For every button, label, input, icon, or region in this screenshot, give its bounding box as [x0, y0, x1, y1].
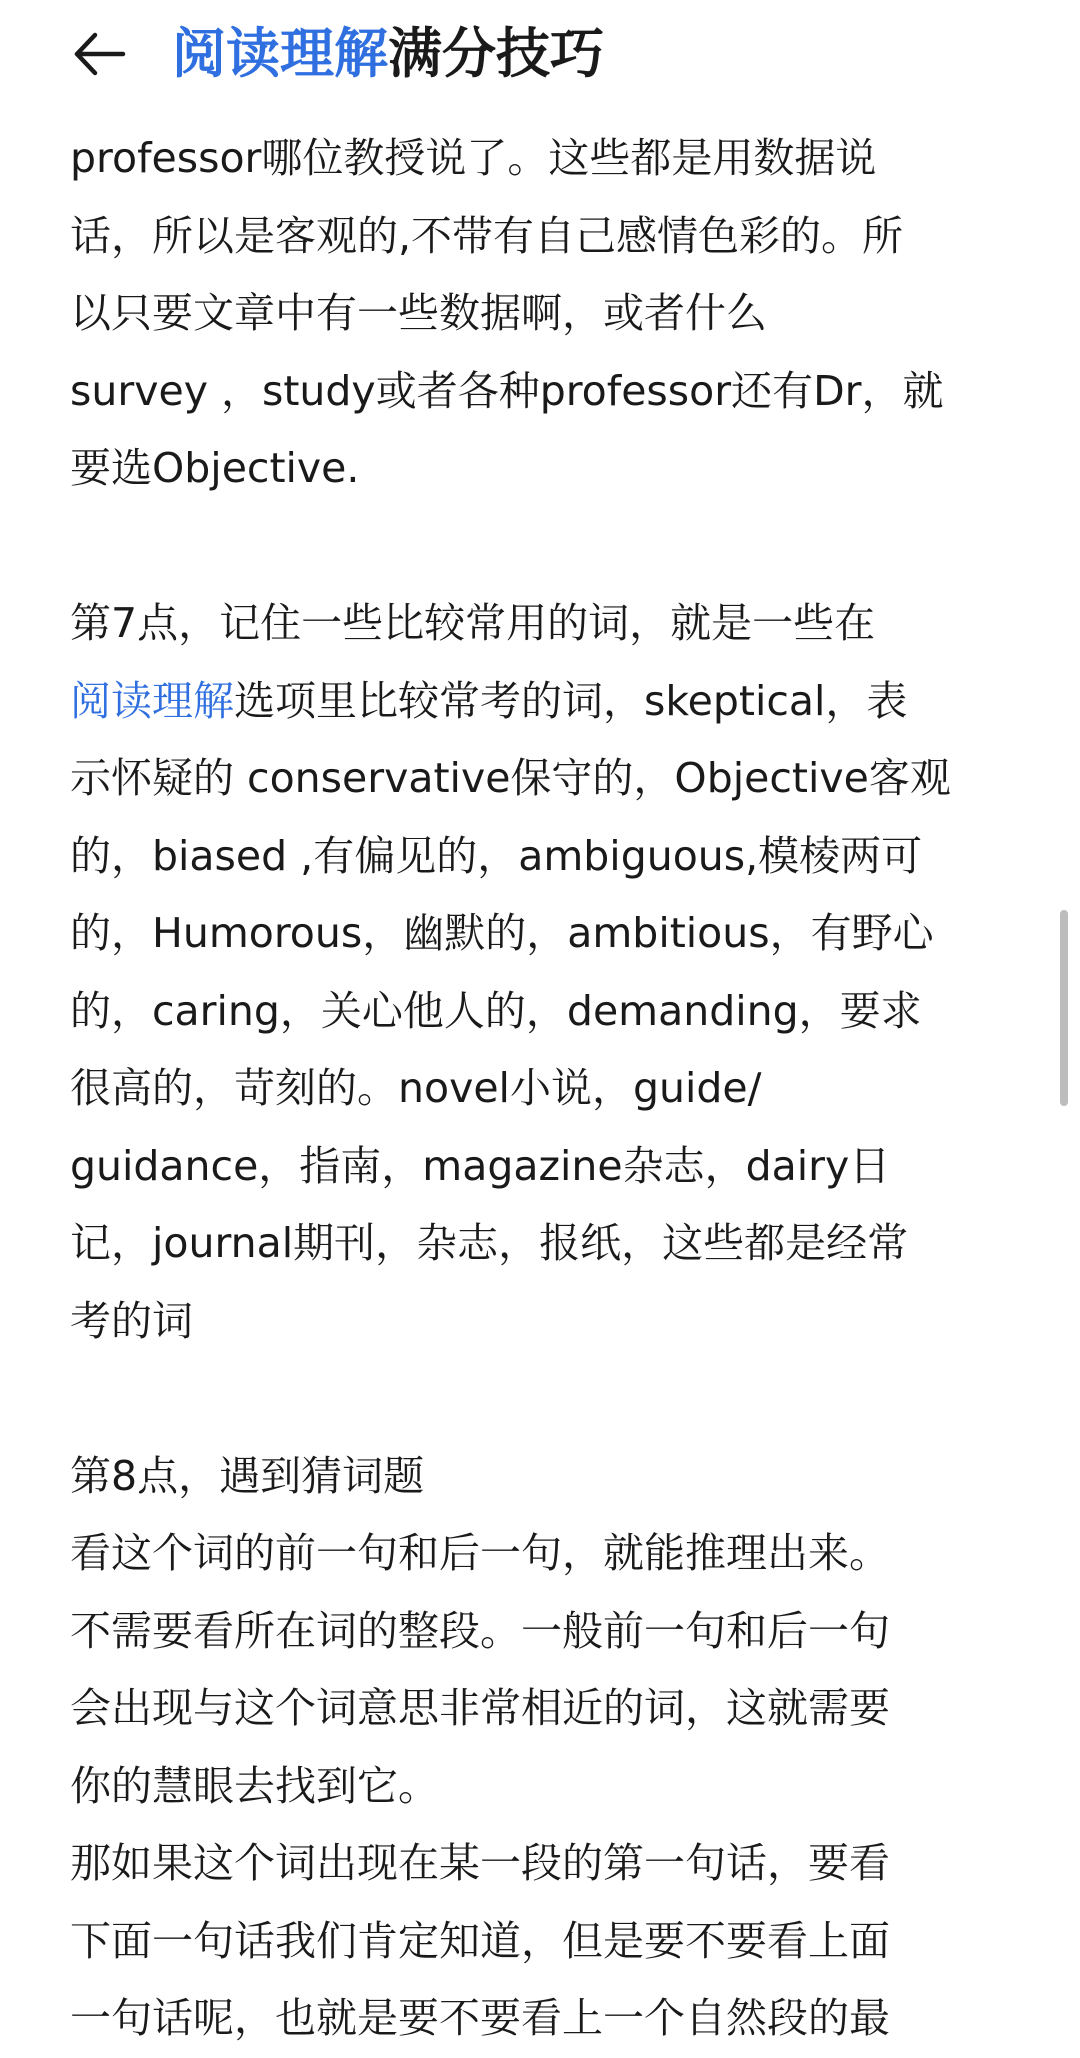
text-line: 要选Objective. — [70, 444, 360, 492]
back-button[interactable] — [60, 14, 140, 94]
text-line: 那如果这个词出现在某一段的第一句话，要看 — [70, 1839, 890, 1887]
section-heading: 第8点，遇到猜词题 — [70, 1451, 425, 1500]
text-line: 的，caring，关心他人的，demanding，要求 — [70, 986, 922, 1035]
text-line: 不需要看所在词的整段。一般前一句和后一句 — [70, 1606, 890, 1655]
scrollbar-thumb[interactable] — [1060, 910, 1068, 1106]
text-line: guidance，指南，magazine杂志，dairy日 — [70, 1141, 891, 1190]
text-fragment: 选项里比较常考的词，skeptical，表 — [234, 676, 908, 725]
text-line: 看这个词的前一句和后一句，就能推理出来。 — [70, 1529, 890, 1577]
text-line: 以只要文章中有一些数据啊，或者什么 — [70, 289, 767, 337]
text-line: 示怀疑的 conservative保守的，Objective客观 — [70, 754, 951, 802]
article-body — [70, 120, 1020, 2058]
text-line: 的，Humorous，幽默的，ambitious，有野心 — [70, 909, 934, 957]
text-line: 一句话呢，也就是要不要看上一个自然段的最 — [70, 1994, 890, 2042]
page-title — [172, 14, 604, 94]
title-text: 满分技巧 — [388, 22, 604, 85]
text-line: 的，biased ,有偏见的，ambiguous,模棱两可 — [70, 831, 923, 880]
arrow-left-icon — [67, 21, 133, 87]
paragraph-point-8 — [70, 1438, 1020, 2058]
paragraph-spacer — [70, 508, 1020, 586]
paragraph-1 — [70, 120, 1020, 508]
text-line: 话，所以是客观的,不带有自己感情色彩的。所 — [70, 211, 904, 260]
title-keyword-link[interactable]: 阅读理解 — [172, 22, 388, 85]
text-line: 下面一句话我们肯定知道，但是要不要看上面 — [70, 1916, 890, 1965]
text-line: 会出现与这个词意思非常相近的词，这就需要 — [70, 1684, 890, 1732]
text-line: 第7点，记住一些比较常用的词，就是一些在 — [70, 599, 876, 647]
text-line: 很高的，苛刻的。novel小说，guide/ — [70, 1064, 762, 1112]
top-bar — [0, 0, 1080, 110]
text-line — [70, 663, 1020, 741]
text-line: 记，journal期刊，杂志，报纸，这些都是经常 — [70, 1219, 909, 1267]
text-line: 考的词 — [70, 1296, 193, 1345]
paragraph-point-7 — [70, 585, 1020, 1360]
text-line: 你的慧眼去找到它。 — [70, 1761, 439, 1810]
keyword-link-reading[interactable]: 阅读理解 — [70, 676, 234, 725]
text-line: survey ，study或者各种professor还有Dr，就 — [70, 366, 944, 415]
text-line: professor哪位教授说了。这些都是用数据说 — [70, 134, 877, 182]
paragraph-spacer — [70, 1360, 1020, 1438]
